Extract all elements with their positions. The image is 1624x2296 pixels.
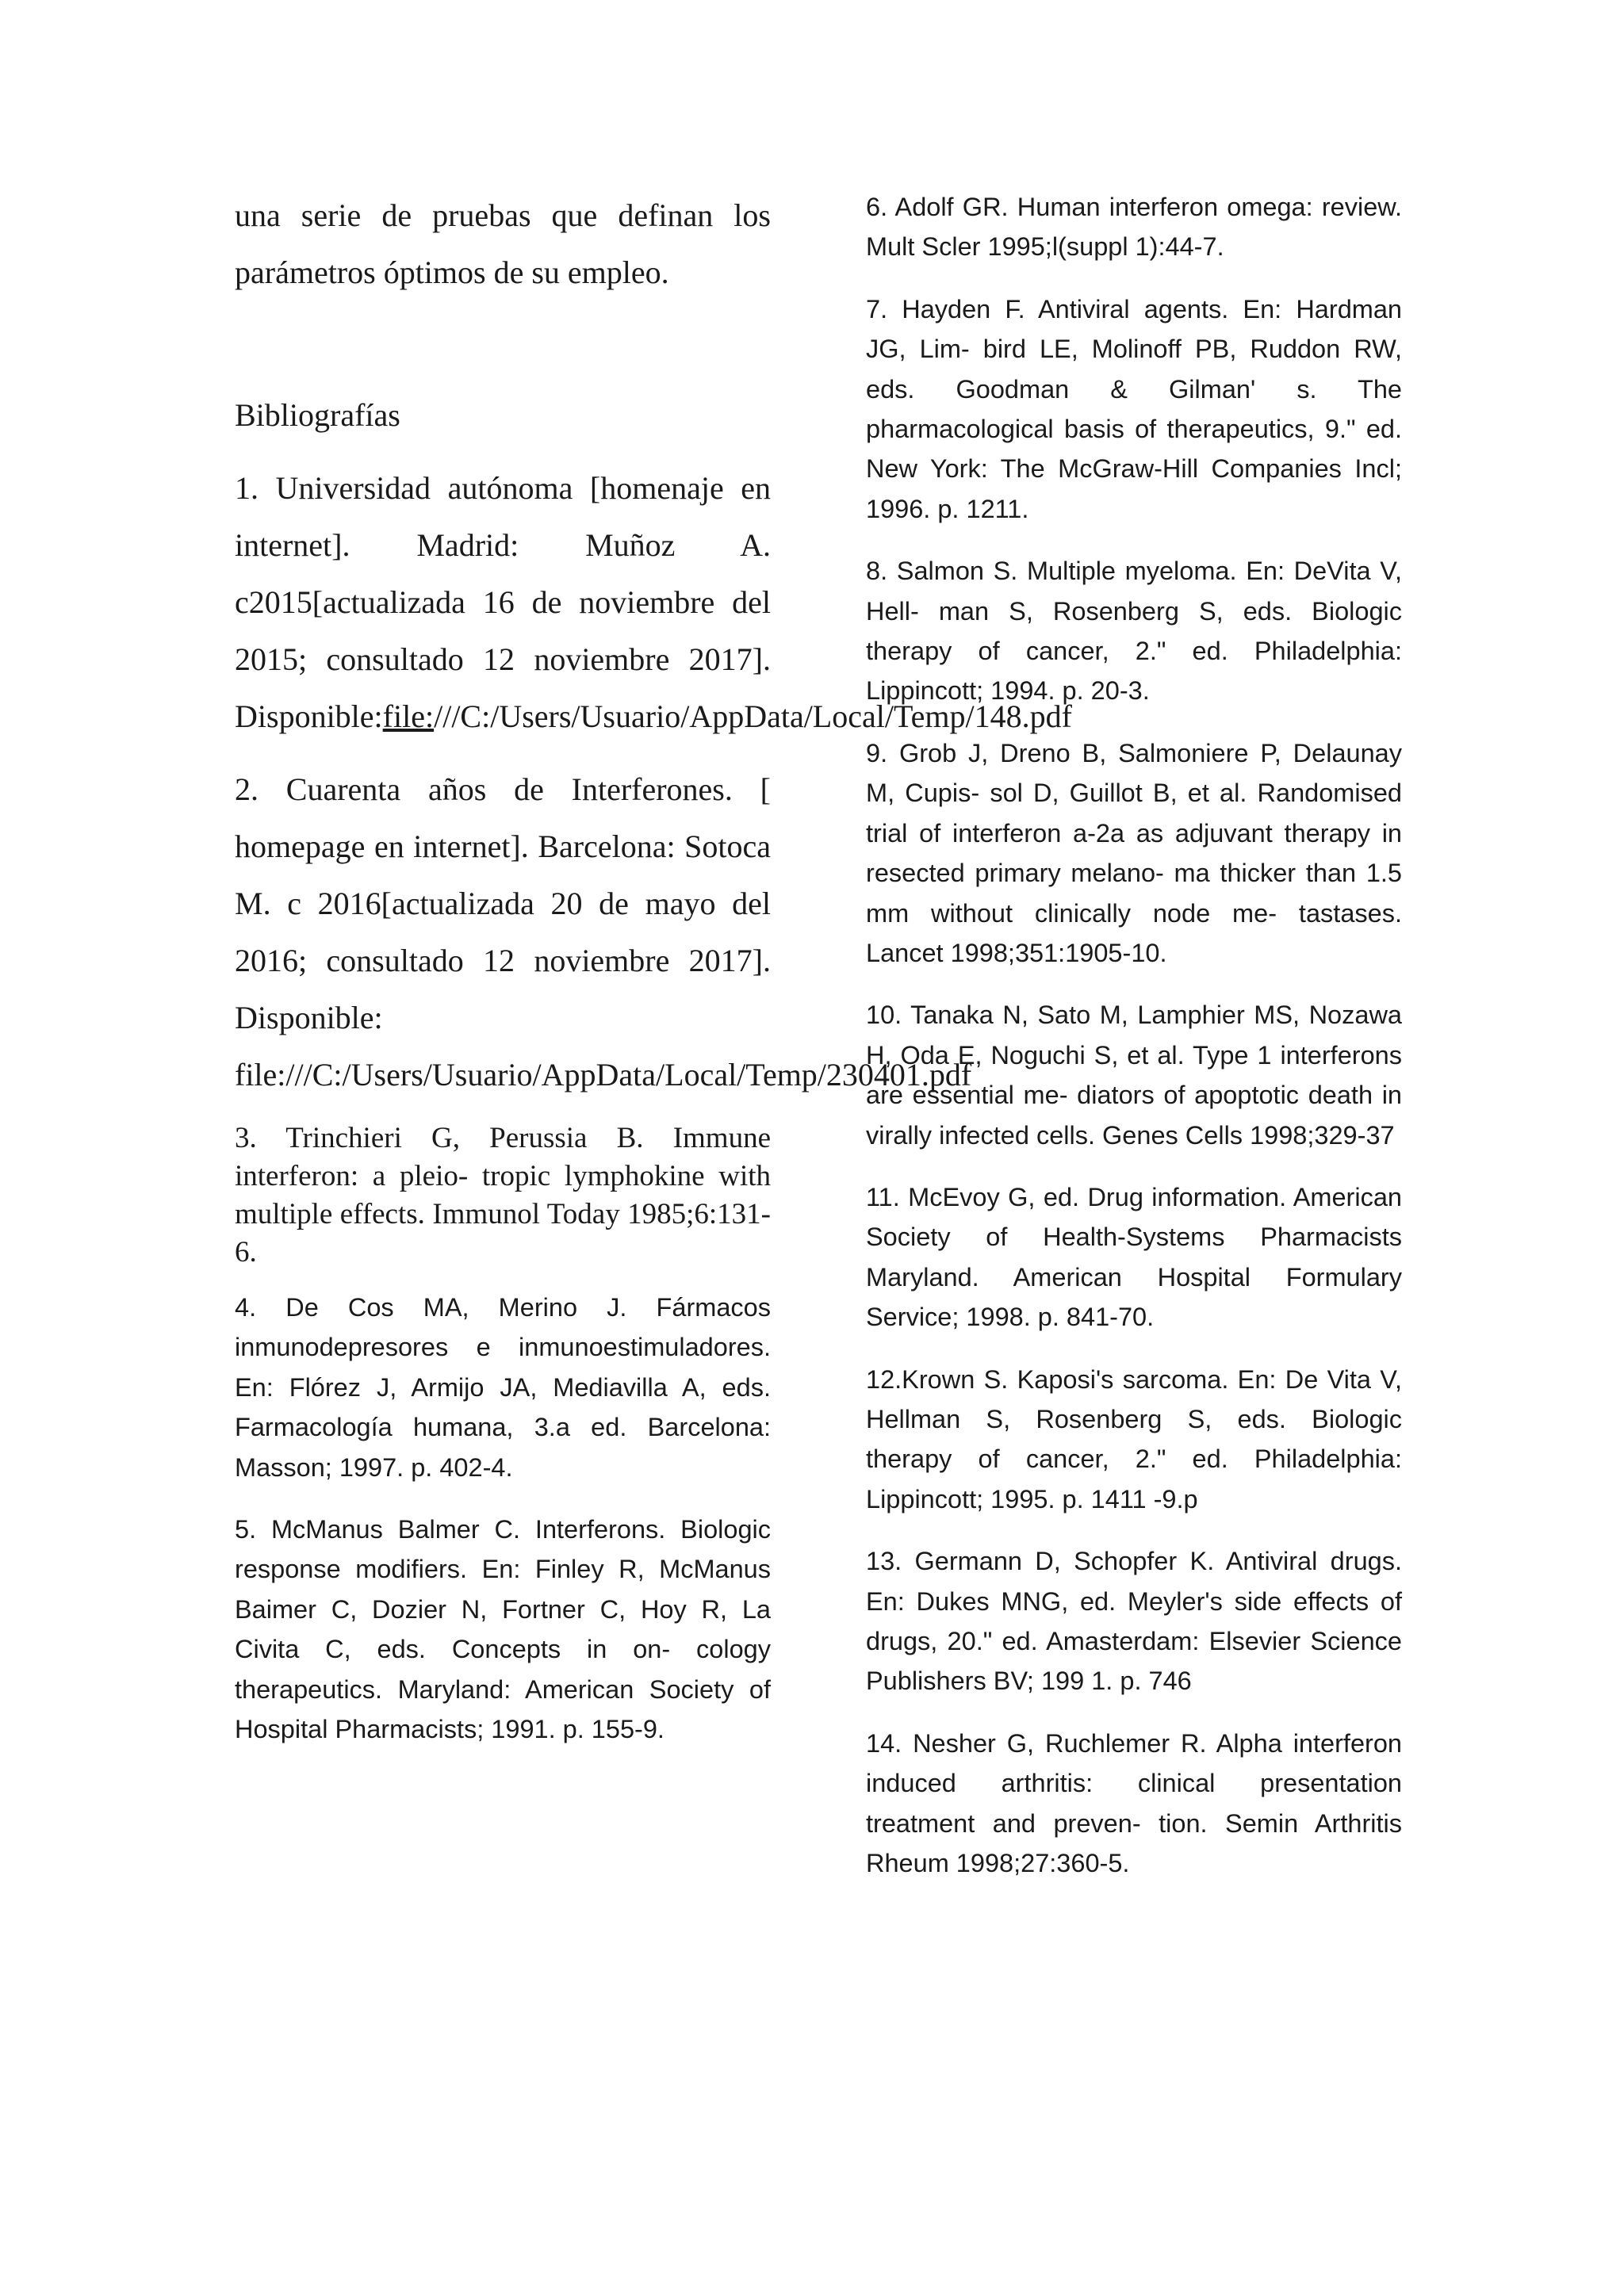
reference-1-link[interactable]: file: [382, 698, 435, 734]
reference-1-path: ///C:/Users/Usuario/AppData/Local/Temp/148.pdf [434, 698, 1072, 734]
bibliography-heading: Bibliografías [235, 397, 400, 433]
reference-6: 6. Adolf GR. Human interferon omega: review. Mult Scler 1995;l(suppl 1):44-7. [866, 193, 1402, 262]
reference-14: 14. Nesher G, Ruchlemer R. Alpha interferon induced arthritis: clinical presentation treatment and preven- tion. Semin Arthritis Rheum 1998;27:360-5. [866, 1728, 1402, 1878]
intro-paragraph: una serie de pruebas que definan los parámetros óptimos de su empleo. [235, 197, 771, 290]
reference-8: 8. Salmon S. Multiple myeloma. En: DeVita V, Hell- man S, Rosenberg S, eds. Biologic therapy of cancer, 2." ed. Philadelphia: Lippincott; 1994. p. 20-3. [866, 557, 1402, 706]
reference-10: 10. Tanaka N, Sato M, Lamphier MS, Nozawa H, Oda E, Noguchi S, et al. Type 1 interferons are essential me- diators of apoptotic death in virally infected cells. Genes Cells 1998;329-37 [866, 1001, 1402, 1150]
reference-2: 2. Cuarenta años de Interferones. [ homepage en internet]. Barcelona: Sotoca M. c 2016[actualizada 20 de mayo del 2016; consultado 12 noviembre 2017]. Disponible: file:///C:/Users/Usuario/AppData/Local/Temp/230401.pdf [235, 771, 972, 1093]
reference-4: 4. De Cos MA, Merino J. Fármacos inmunodepresores e inmunoestimuladores. En: Flórez J, Armijo JA, Mediavilla A, eds. Farmacología humana, 3.a ed. Barcelona: Masson; 1997. p. 402-4. [235, 1293, 771, 1482]
reference-13: 13. Germann D, Schopfer K. Antiviral drugs. En: Dukes MNG, ed. Meyler's side effects of drugs, 20." ed. Amasterdam: Elsevier Science Publishers BV; 199 1. p. 746 [866, 1547, 1402, 1696]
reference-12: 12.Krown S. Kaposi's sarcoma. En: De Vita V, Hellman S, Rosenberg S, eds. Biologic therapy of cancer, 2." ed. Philadelphia: Lippincott; 1995. p. 1411 -9.p [866, 1364, 1402, 1513]
reference-11: 11. McEvoy G, ed. Drug information. American Society of Health-Systems Pharmacists Maryland. American Hospital Formulary Service; 1998. p. 841-70. [866, 1182, 1402, 1332]
reference-1-text: 1. Universidad autónoma [homenaje en internet]. Madrid: Muñoz A. c2015[actualizada 16 de noviembre del 2015; consultado 12 noviembre 2017]. Disponible: [235, 470, 771, 734]
reference-5: 5. McManus Balmer C. Interferons. Biologic response modifiers. En: Finley R, McManus Baimer C, Dozier N, Fortner C, Hoy R, La Civita C, eds. Concepts in on- cology therapeutics. Maryland: American Society of Hospital Pharmacists; 1991. p. 155-9. [235, 1515, 771, 1744]
reference-7: 7. Hayden F. Antiviral agents. En: Hardman JG, Lim- bird LE, Molinoff PB, Ruddon RW, eds. Goodman & Gilman' s. The pharmacological basis of therapeutics, 9." ed. New York: The McGraw-Hill Companies Incl; 1996. p. 1211. [866, 294, 1402, 523]
reference-1 [235, 460, 1072, 745]
reference-3: 3. Trinchieri G, Perussia B. Immune interferon: a pleio- tropic lymphokine with multiple effects. Immunol Today 1985;6:131-6. [235, 1122, 771, 1269]
left-column [235, 187, 1072, 1771]
right-column [866, 187, 1402, 1905]
reference-9: 9. Grob J, Dreno B, Salmoniere P, Delaunay M, Cupis- sol D, Guillot B, et al. Randomised trial of interferon a-2a as adjuvant therapy in resected primary melano- ma thicker than 1.5 mm without clinically node me- tastases. Lancet 1998;351:1905-10. [866, 738, 1402, 967]
